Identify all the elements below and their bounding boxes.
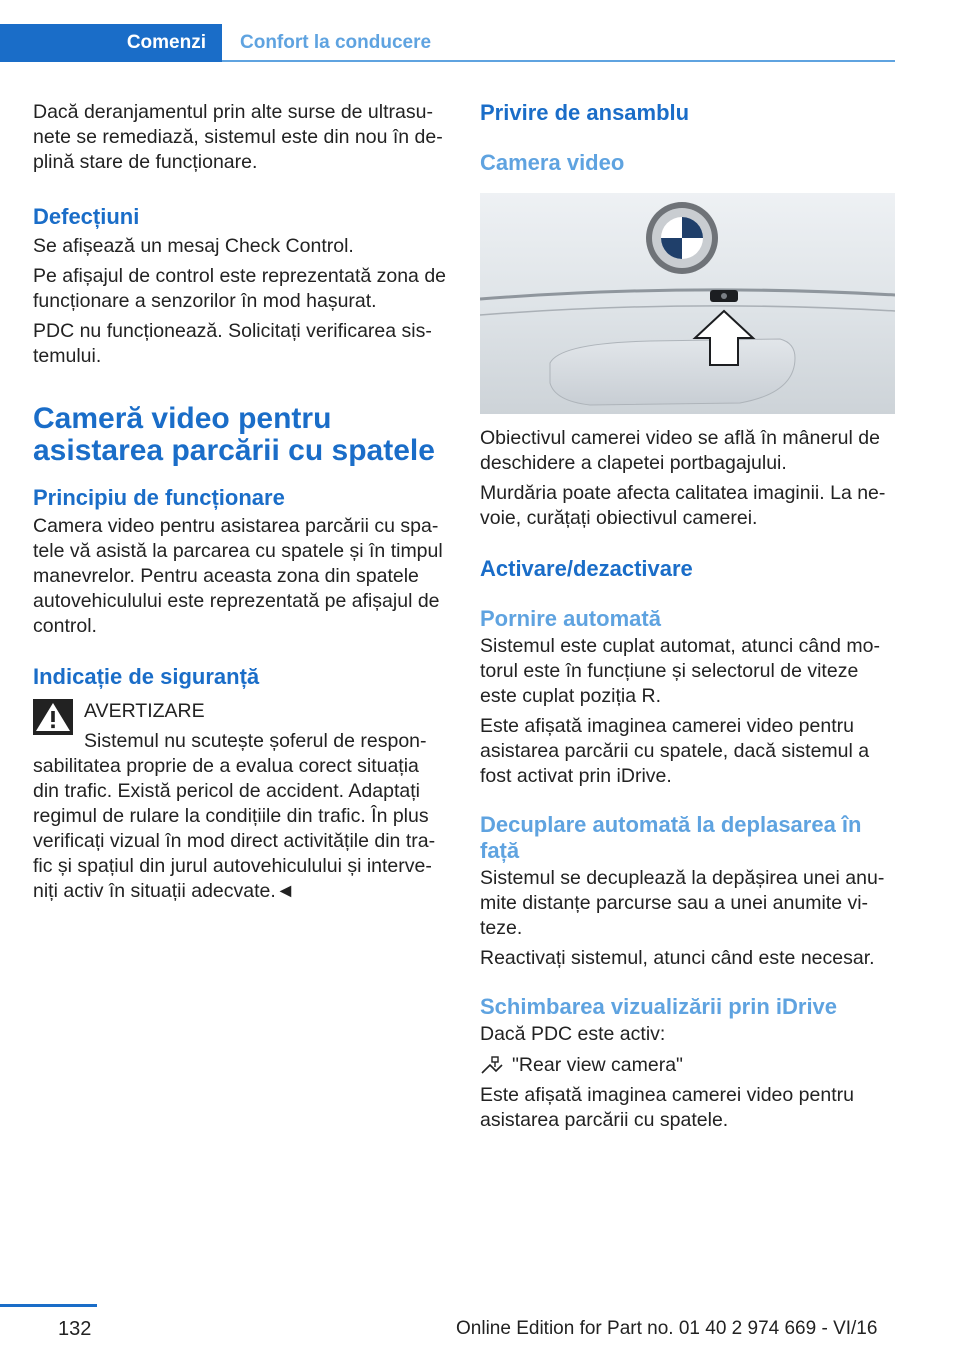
rear-view-camera-item (480, 1053, 895, 1078)
auto-off-heading: Decuplare automată la deplasarea în față (480, 812, 862, 863)
warning-triangle-icon (33, 699, 73, 735)
section-title: Cameră video pentru asistarea parcării cu spatele (33, 402, 435, 467)
warning-block (33, 699, 448, 904)
tab-comenzi: Comenzi (0, 24, 222, 62)
camera-paragraph-2: Murdăria poate afecta calitatea imaginii. La ne‐voie, curățați obiectivul camerei. (480, 482, 886, 529)
malfunctions-paragraph-1: Se afișează un mesaj Check Control. (33, 235, 354, 257)
left-column (33, 100, 448, 904)
malfunctions-paragraph-3: PDC nu funcționează. Solicitați verificarea sis‐temului. (33, 320, 432, 367)
page-number: 132 (58, 1318, 92, 1340)
auto-off-paragraph-2: Reactivați sistemul, atunci când este necesar. (480, 947, 875, 969)
malfunctions-heading: Defecțiuni (33, 204, 140, 229)
camera-location-photo (480, 193, 895, 414)
rear-view-camera-label: "Rear view camera" (512, 1054, 683, 1076)
change-view-paragraph-1: Dacă PDC este activ: (480, 1023, 666, 1045)
footer-edition: Online Edition for Part no. 01 40 2 974 669 - VI/16 (456, 1318, 878, 1339)
activation-heading: Activare/dezactivare (480, 556, 693, 581)
header-divider (222, 60, 895, 62)
intro-paragraph: Dacă deranjamentul prin alte surse de ultrasu‐nete se remediază, sistemul este din nou în de‐plină stare de funcționare. (33, 101, 443, 173)
camera-heading: Camera video (480, 150, 625, 175)
warning-body: Sistemul nu scutește șoferul de respon‐sabilitatea proprie de a evalua corect situația din trafic. Există pericol de accident. Adaptați regimul de rulare la condițiile din trafic. În plus verificați vizual în mod direct activitățile din tra‐fic și spațiul din jurul autovehiculului și interve‐niți activ în situații adecvate.◄ (33, 730, 436, 902)
auto-start-paragraph-1: Sistemul este cuplat automat, atunci când mo‐torul este în funcțiune și selectorul de viteze este cuplat poziția R. (480, 635, 880, 707)
safety-heading: Indicație de siguranță (33, 664, 260, 689)
camera-paragraph-1: Obiectivul camerei video se află în mânerul de deschidere a clapetei portbagajului. (480, 427, 880, 474)
principle-heading: Principiu de funcționare (33, 485, 285, 510)
auto-start-heading: Pornire automată (480, 606, 661, 631)
footer-divider (0, 1304, 97, 1307)
principle-paragraph: Camera video pentru asistarea parcării cu spa‐tele vă asistă la parcarea cu spatele și în timpul manevrelor. Pentru aceasta zona din spatele autovehiculului este reprezentată pe afișajul de control. (33, 515, 443, 637)
auto-off-paragraph-1: Sistemul se decuplează la depășirea unei anu‐mite distanțe parcurse sau a unei anumite vi‐teze. (480, 867, 885, 939)
change-view-heading: Schimbarea vizualizării prin iDrive (480, 994, 838, 1019)
change-view-paragraph-2: Este afișată imaginea camerei video pentru asistarea parcării cu spatele. (480, 1084, 854, 1131)
malfunctions-paragraph-2: Pe afișajul de control este reprezentată zona de funcționare a senzorilor în mod hașurat. (33, 265, 447, 312)
bmw-roundel-icon (646, 202, 718, 274)
warning-label: AVERTIZARE (84, 700, 205, 722)
overview-heading: Privire de ansamblu (480, 100, 690, 125)
right-column (480, 100, 895, 1133)
rear-view-camera-icon (480, 1055, 504, 1077)
auto-start-paragraph-2: Este afișată imaginea camerei video pentru asistarea parcării cu spatele, dacă sistemul a fost activat prin iDrive. (480, 715, 870, 787)
page-header (0, 0, 895, 62)
tab-confort-la-conducere: Confort la conducere (240, 32, 432, 53)
